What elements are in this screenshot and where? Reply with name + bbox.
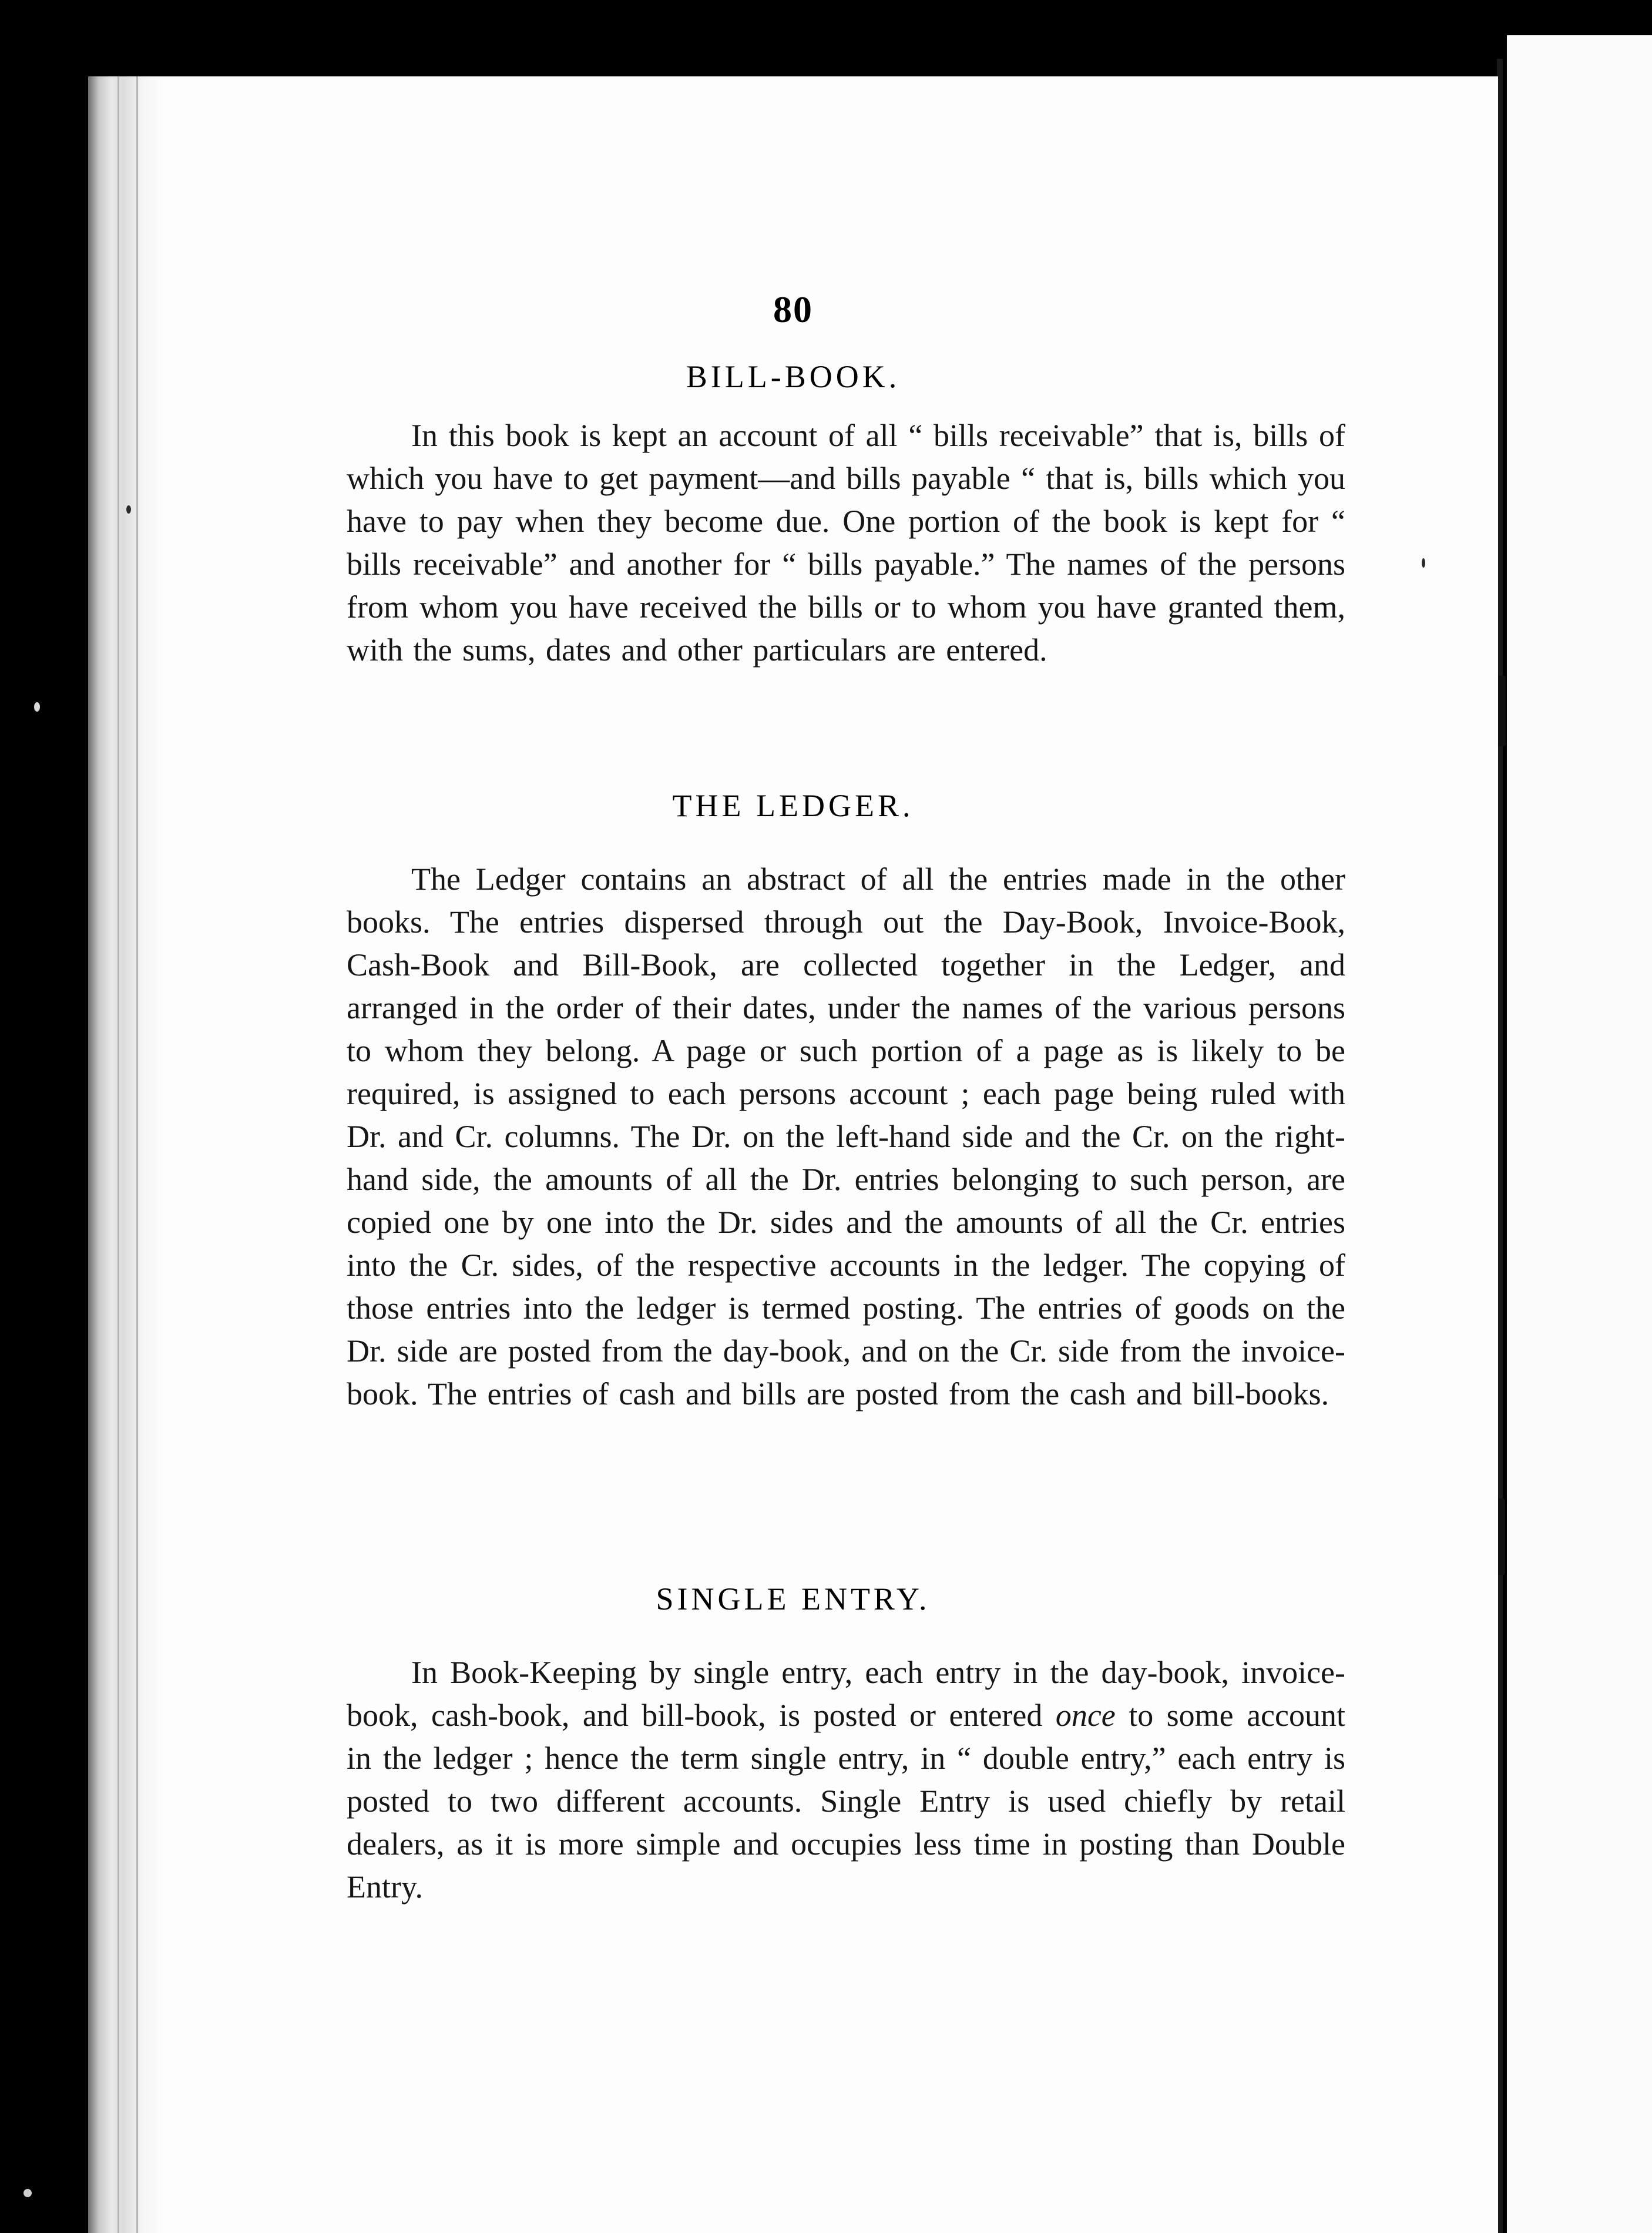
page-number: 80 [773,289,813,330]
facing-page-edge [1507,35,1652,2233]
paragraph-bill-book: In this book is kept an account of all “ bills receivable” that is, bills of which you have to get payment—and bills payable “ that is, bills which you have to pay when they become due. One portion of the book is kept for “ bills receivable” and another for “ bills payable.” The names of the persons from whom you have received the bills or to whom you have granted them, with the sums, dates and other particulars are entered. [347,418,1345,668]
section-heading-bill-book: BILL-BOOK. [686,359,901,394]
emphasis-once: once [1055,1698,1116,1733]
section-body-bill-book [347,414,1345,672]
section-heading-single-entry: SINGLE ENTRY. [656,1581,931,1617]
scanned-page [88,76,1498,2233]
paragraph-text: In Book-Keeping by single entry, each entry in the day-book, invoice-book, cash-book, and bill-book, is posted or entered [347,1655,1345,1733]
scan-speck [23,2189,32,2197]
page-gutter-shadow [88,76,164,2233]
gutter-line [117,76,119,2233]
scan-speck [34,702,40,712]
section-body-single-entry [347,1651,1345,1909]
scan-speck [1422,558,1425,568]
paragraph-single-entry [347,1651,1345,1909]
scan-speck [126,505,131,514]
section-body-ledger [347,858,1345,1416]
paragraph-ledger: The Ledger contains an abstract of all the entries made in the other books. The entries dispersed through out the Day-Book, Invoice-Book, Cash-Book and Bill-Book, are collected together in the Ledger, and arranged in the order of their dates, under the names of the various persons to whom they belong. A page or such portion of a page as is likely to be required, is assigned to each persons account ; each page being ruled with Dr. and Cr. columns. The Dr. on the left-hand side and the Cr. on the right-hand side, the amounts of all the Dr. entries belonging to such person, are copied one by one into the Dr. sides and the amounts of all the Cr. entries into the Cr. sides, of the respective accounts in the ledger. The copying of those entries into the ledger is termed posting. The entries of goods on the Dr. side are posted from the day-book, and on the Cr. side from the invoice-book. The entries of cash and bills are posted from the cash and bill-books. [347,861,1345,1411]
paragraph-text: to some account in the ledger ; hence the term single entry, in “ double entry,” each entry is posted to two different accounts. Single Entry is used chiefly by retail dealers, as it is more simple and occupies less time in posting than Double Entry. [347,1698,1345,1905]
gutter-line [136,76,138,2233]
section-heading-ledger: THE LEDGER. [672,788,914,823]
